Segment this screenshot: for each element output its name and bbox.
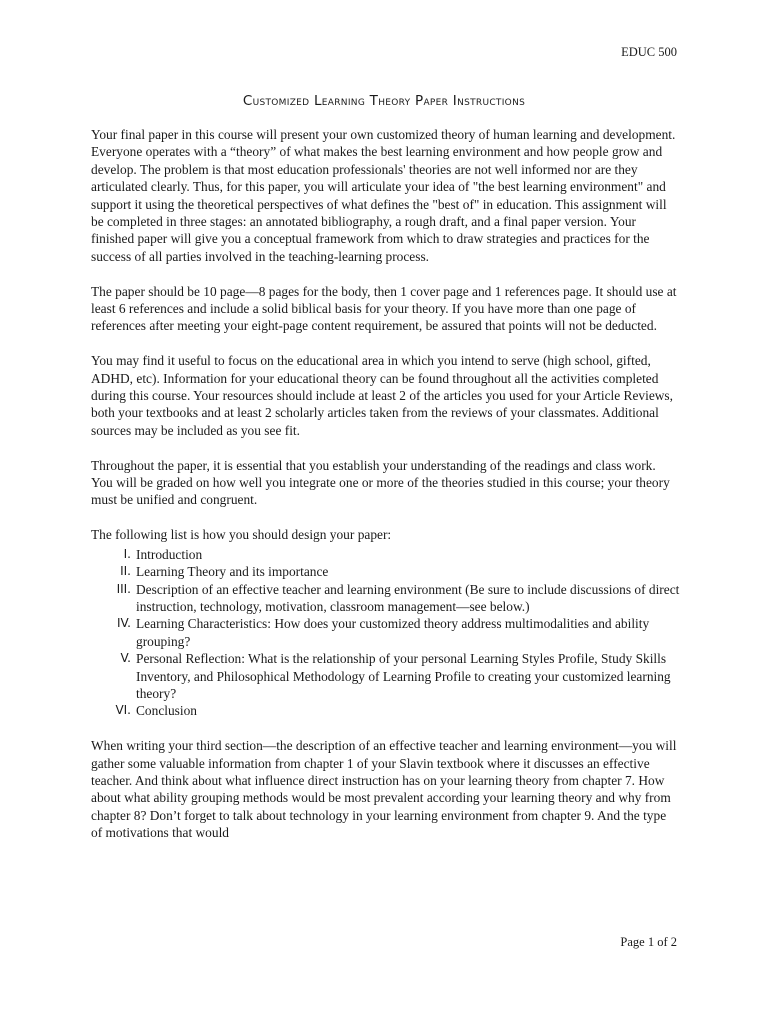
resources-paragraph: You may find it useful to focus on the educational area in which you intend to serve (high school, gifted, ADHD, etc). Information for your educational theory can be found throughout all the activities completed during this course. Your resources should include at least 2 of the articles you used for your Article Reviews, both your textbooks and at least 2 scholarly articles taken from the reviews of your classmates. Additional sources may be included as you see fit. [91, 353, 673, 438]
outline-item [91, 702, 680, 719]
outline-text: Conclusion [136, 703, 198, 719]
page-indicator: Page 1 of 2 [620, 935, 677, 949]
outline-numeral: VI. [115, 703, 131, 718]
outline-text: Personal Reflection: What is the relationship of your personal Learning Styles Profile, Study Skills Inventory, and Philosophical Methodology of Learning Profile to creating your customized learning theory? [136, 651, 671, 701]
outline-intro: The following list is how you should design your paper: [91, 527, 392, 543]
closing-paragraph: When writing your third section—the description of an effective teacher and learning environment—you will gather some valuable information from chapter 1 of your Slavin textbook where it discusses an effective teacher. And think about what influence direct instruction has on your learning theory from chapter 7. How about what ability grouping methods would be most prevalent according your learning theory and why from chapter 8? Don’t forget to talk about technology in your learning environment from chapter 9. And the type of motivations that would [91, 738, 677, 841]
outline-item [91, 563, 680, 580]
length-paragraph: The paper should be 10 page—8 pages for the body, then 1 cover page and 1 references page. It should use at least 6 references and include a solid biblical basis for your theory. If you have more than one page of references after meeting your eight-page content requirement, be assured that points will not be deducted. [91, 283, 677, 334]
document-body [91, 126, 680, 859]
outline-item [91, 581, 680, 616]
outline-text: Learning Characteristics: How does your customized theory address multimodalities and ability grouping? [136, 616, 650, 649]
outline-text: Introduction [136, 546, 203, 562]
outline-numeral: V. [120, 651, 131, 666]
outline-item [91, 615, 680, 650]
outline-text: Description of an effective teacher and learning environment (Be sure to include discussions of direct instruction, technology, motivation, classroom management—see below.) [136, 581, 680, 614]
course-code: EDUC 500 [621, 45, 677, 59]
paper-outline [91, 546, 680, 720]
document-title: Customized Learning Theory Paper Instructions [242, 93, 526, 109]
outline-text: Learning Theory and its importance [136, 564, 329, 580]
outline-numeral: III. [116, 581, 131, 596]
outline-numeral: I. [123, 546, 131, 561]
outline-item [91, 546, 680, 563]
outline-numeral: IV. [116, 616, 131, 631]
outline-item [91, 650, 680, 702]
outline-numeral: II. [120, 564, 131, 579]
intro-paragraph: Your final paper in this course will present your own customized theory of human learning and development. Everyone operates with a “theory” of what makes the best learning environment and how people grow and develop. The problem is that most education professionals' theories are not well informed nor are they articulated clearly. Thus, for this paper, you will articulate your idea of "the best learning environment" and support it using the theoretical perspectives of what defines the "best of" in education. This assignment will be completed in three stages: an annotated bibliography, a rough draft, and a final paper version. Your finished paper will give you a conceptual framework from which to draw strategies and practices for the success of all parties involved in the teaching-learning process. [91, 127, 676, 264]
integration-paragraph: Throughout the paper, it is essential that you establish your understanding of the readings and class work. You will be graded on how well you integrate one or more of the theories studied in this course; your theory must be unified and congruent. [91, 457, 670, 508]
